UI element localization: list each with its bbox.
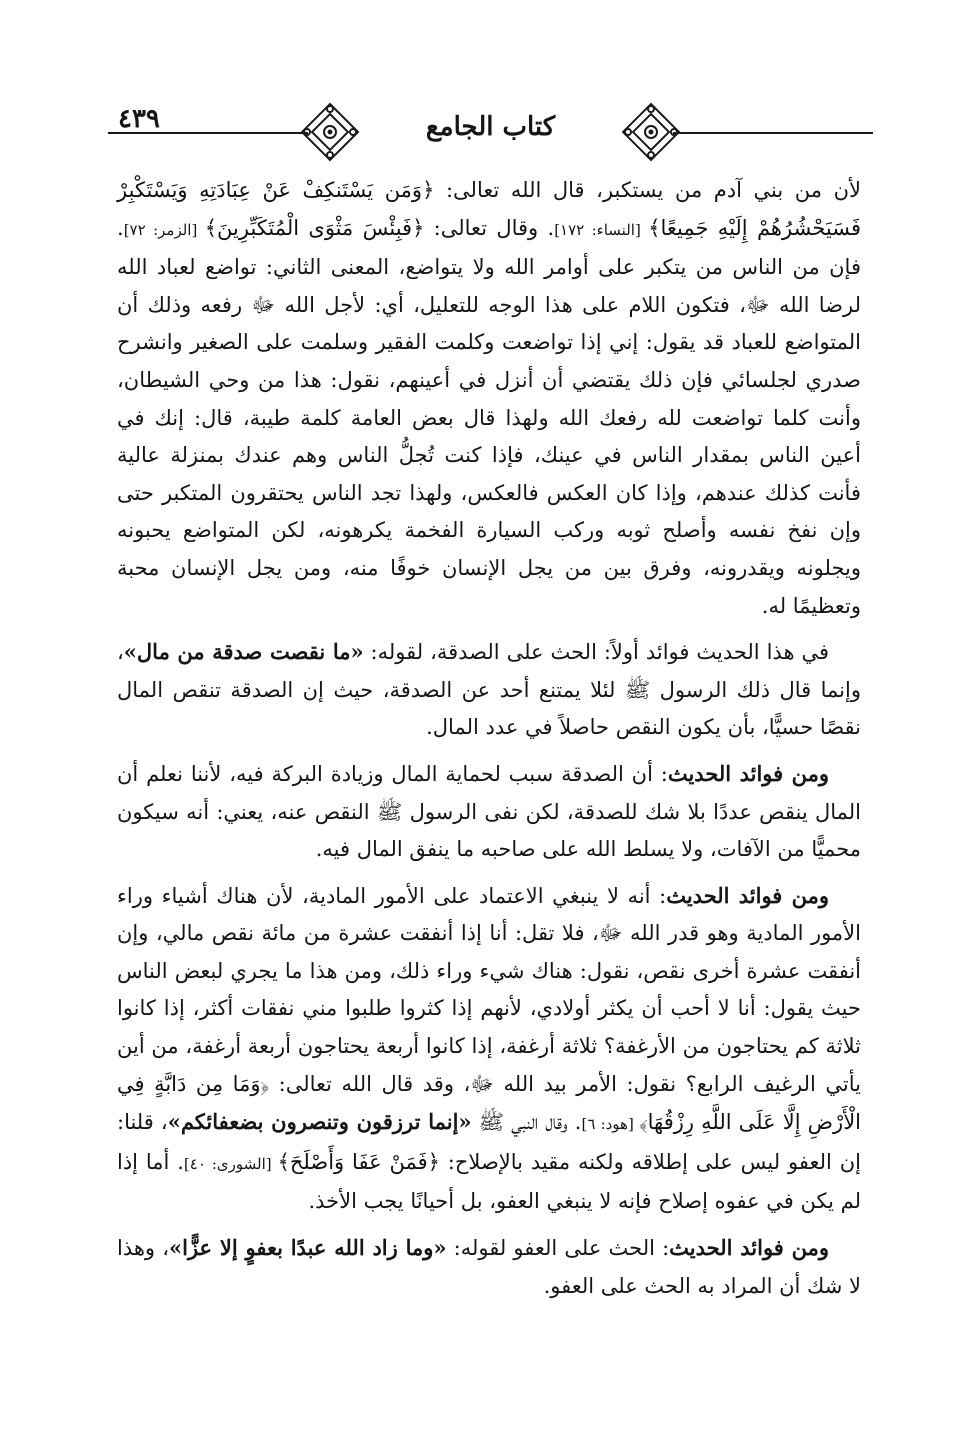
body-text xyxy=(117,172,861,1305)
paragraph-1 xyxy=(117,172,861,625)
paragraph-1-verse: ﴿فَبِئْسَ مَثْوَى الْمُتَكَبِّرِينَ﴾ xyxy=(204,215,425,240)
page-header xyxy=(108,98,873,168)
paragraph-5-kw: ومن فوائد الحديث xyxy=(669,1235,829,1261)
paragraph-3-kw: ومن فوائد الحديث xyxy=(667,760,829,786)
paragraph-1-verse: ﴿وَمَن يَسْتَنكِفْ عَنْ عِبَادَتِهِ وَيَسْتَكْبِرْ فَسَيَحْشُرُهُمْ إِلَيْهِ جَمِيعًا﴾ xyxy=(117,178,861,240)
paragraph-2-text: ، وإنما قال ذلك الرسول ﷺ لئلا يمتنع أحد عن الصدقة، حيث إن الصدقة تنقص المال نقصًا حسيًّا، بأن يكون النقص حاصلاً في عدد المال. xyxy=(117,640,861,740)
paragraph-3 xyxy=(117,755,861,869)
paragraph-1-text: . فإن من الناس من يتكبر على أوامر الله ولا يتواضع، المعنى الثاني: تواضع لعباد الله لرضا الله ﷻ، فتكون اللام على هذا الوجه للتعليل، أي: لأجل الله ﷻ رفعه وذلك أن المتواضع للعباد قد يقول: إني إذا تواضعت وكلمت الفقير وسلمت على الصغير وانشرح صدري لجلسائي فإن ذلك يقتضي أن أنزل في أعينهم، نقول: هذا من وحي الشيطان، وأنت كلما تواضعت لله رفعك الله ولهذا قال بعض العامة كلمة طيبة، قال: إنك في أعين الناس بمقدار الناس في عينك، فإذا كنت تُجلُّ الناس وهم عندك بمنزلة عالية فأنت كذلك عندهم، وإذا كان العكس فالعكس، ولهذا تجد الناس يحتقرون المتكبر حتى وإن نفخ نفسه وأصلح ثوبه وركب السيارة الفخمة يكرهونه، لكن المتواضع يحبونه ويجلونه ويقدرونه، وفرق بين من يجل الإنسان خوفًا منه، ومن يجل الإنسان محبة وتعظيمًا له. xyxy=(117,215,861,618)
paragraph-4-text: . وقال النبي ﷺ xyxy=(471,1110,582,1135)
paragraph-2-text: في هذا الحديث فوائد أولاً: الحث على الصدقة، لقوله: xyxy=(363,640,830,665)
paragraph-4-kw: ومن فوائد الحديث xyxy=(666,882,829,908)
paragraph-4-src: [هود: ٦] xyxy=(581,1115,640,1134)
paragraph-1-text: لأن من بني آدم من يستكبر، قال الله تعالى: xyxy=(434,178,861,202)
paragraph-4-hadith: «إنما ترزقون وتنصرون بضعفائكم» xyxy=(167,1109,472,1135)
paragraph-4-text: ، قلنا: إن العفو ليس على إطلاقه ولكنه مقيد بالإصلاح: xyxy=(117,1110,861,1174)
paragraph-4-src: [الشورى: ٤٠] xyxy=(183,1154,278,1173)
book-title: كتاب الجامع xyxy=(425,112,556,142)
page-number: ٤٣٩ xyxy=(118,104,160,134)
paragraph-2 xyxy=(117,633,861,747)
paragraph-3-text: : أن الصدقة سبب لحماية المال وزيادة البركة فيه، لأننا نعلم أن المال ينقص عددًا بلا شك للصدقة، لكن نفى الرسول ﷺ النقص عنه، يعني: أنه سيكون محميًّا من الآفات، ولا يسلط الله على صاحبه ما ينفق المال فيه. xyxy=(117,761,861,862)
header-rule-right xyxy=(673,132,873,134)
paragraph-4 xyxy=(117,877,861,1221)
paragraph-5-hadith: «وما زاد الله عبدًا بعفوٍ إلا عزًّا» xyxy=(169,1235,447,1261)
paragraph-5 xyxy=(117,1229,861,1305)
paragraph-5-text: ، وهذا لا شك أن المراد به الحث على العفو. xyxy=(117,1236,861,1298)
header-rule-left xyxy=(108,132,308,134)
paragraph-4-text: : أنه لا ينبغي الاعتماد على الأمور المادية، لأن هناك أشياء وراء الأمور المادية وهو قدر الله ﷻ، فلا تقل: أنا إذا أنفقت عشرة من مائة نقص مالي، وإن أنفقت عشرة أخرى نقص، نقول: هناك شيء وراء ذلك، ومن هذا ما يجري لبعض الناس حيث يقول: أنا لا أحب أن يكثر أولادي، لأنهم إذا كثروا طلبوا مني نفقات أكثر، إذا كانوا ثلاثة كم يحتاجون من الأرغفة؟ ثلاثة أرغفة، إذا كانوا أربعة يحتاجون أربعة أرغفة، من أين يأتي الرغيف الرابع؟ نقول: الأمر بيد الله ﷻ، وقد قال الله تعالى: xyxy=(117,883,861,1096)
paragraph-1-text: . وقال تعالى: xyxy=(424,215,555,240)
paragraph-4-verse: ﴿وَمَا مِن دَابَّةٍ فِي الْأَرْضِ إِلَّا عَلَى اللَّهِ رِزْقُهَا﴾ xyxy=(117,1071,862,1135)
paragraph-2-hadith: «ما نقصت صدقة من مال» xyxy=(123,639,364,665)
paragraph-1-src: [الزمر: ٧٢] xyxy=(123,220,205,239)
paragraph-4-text: . أما إذا لم يكن في عفوه إصلاح فإنه لا ينبغي العفو، بل أحيانًا يجب الأخذ. xyxy=(117,1149,861,1214)
paragraph-4-verse: ﴿فَمَنْ عَفَا وَأَصْلَحَ﴾ xyxy=(277,1149,440,1174)
paragraph-1-src: [النساء: ١٧٢] xyxy=(554,220,649,239)
paragraph-5-text: : الحث على العفو لقوله: xyxy=(446,1236,670,1261)
ornament-left-icon xyxy=(298,100,362,164)
